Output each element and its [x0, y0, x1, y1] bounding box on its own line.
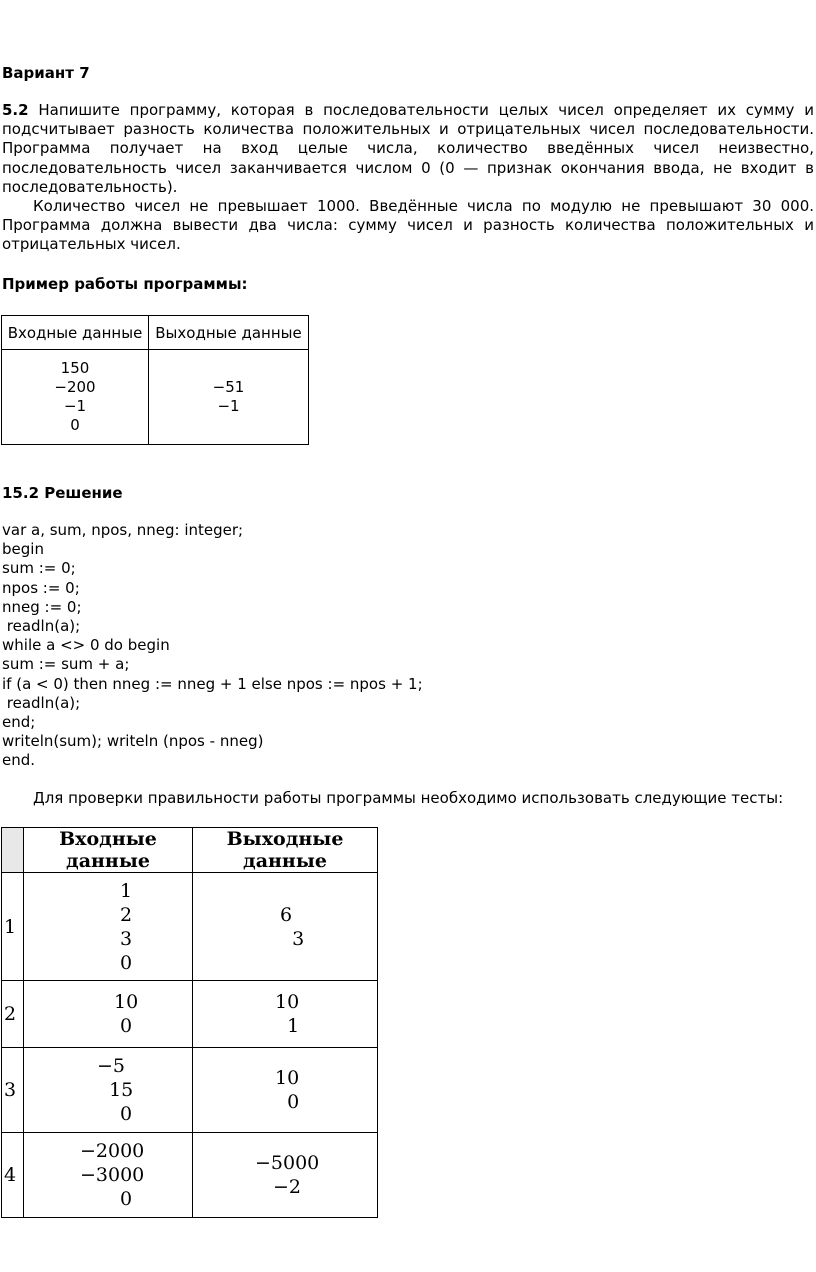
- test-output-line: −5000: [255, 1152, 320, 1174]
- test-output-cell: [193, 1048, 378, 1133]
- code-line: npos := 0;: [2, 578, 80, 597]
- test-input-line: −5: [97, 1055, 126, 1077]
- example-output-cell: [149, 350, 309, 445]
- test-output-line: 3: [280, 927, 305, 950]
- example-header-input: Входные данные: [2, 316, 149, 350]
- test-input-line: 0: [120, 1188, 133, 1210]
- test-input-line: 1: [120, 879, 133, 902]
- test-input-cell: [24, 1048, 193, 1133]
- test-input-line: −2000: [80, 1140, 145, 1162]
- test-input-line: 15: [97, 1079, 134, 1101]
- code-line: if (a < 0) then nneg := nneg + 1 else npos := npos + 1;: [2, 674, 423, 693]
- test-output-line: 0: [275, 1091, 300, 1113]
- code-line: var a, sum, npos, nneg: integer;: [2, 521, 244, 539]
- task-paragraph-2: Количество чисел не превышает 1000. Введённые числа по модулю не превышают 30 000. Программа должна вывести два числа: сумму чисел и разность количества положительных и отрицательных чисел.: [2, 197, 814, 254]
- tests-row-2: [2, 981, 378, 1048]
- task-paragraph-1: [2, 101, 814, 197]
- solution-code: [2, 521, 423, 771]
- tests-header-output: Выходные данные: [193, 828, 378, 873]
- test-input-line: 0: [120, 951, 133, 974]
- tests-table: [1, 827, 378, 1218]
- variant-title: Вариант 7: [2, 64, 90, 82]
- example-input-cell: [2, 350, 149, 445]
- code-line: sum := sum + a;: [2, 655, 130, 674]
- example-table: [1, 315, 309, 445]
- tests-header-number: [2, 828, 24, 873]
- test-output-line: 1: [275, 1015, 300, 1037]
- code-line: end.: [2, 751, 36, 770]
- example-title: Пример работы программы:: [2, 275, 248, 293]
- example-input-line: −200: [54, 377, 96, 396]
- example-input-line: 150: [60, 358, 90, 377]
- test-input-line: 3: [120, 927, 133, 950]
- tests-row-4: [2, 1133, 378, 1218]
- example-table-row: [2, 350, 309, 445]
- test-output-cell: [193, 1133, 378, 1218]
- test-output-cell: [193, 981, 378, 1048]
- code-line: sum := 0;: [2, 559, 76, 578]
- code-line: readln(a);: [2, 693, 81, 712]
- test-input-cell: [24, 873, 193, 981]
- code-line: while a <> 0 do begin: [2, 636, 170, 655]
- tests-table-header: [2, 828, 378, 873]
- test-number: 4: [2, 1133, 24, 1218]
- test-input-line: 2: [120, 903, 133, 926]
- test-number: 1: [2, 873, 24, 981]
- example-header-output: Выходные данные: [149, 316, 309, 350]
- test-output-line: −2: [273, 1176, 302, 1198]
- tests-row-3: [2, 1048, 378, 1133]
- example-output-line: −51: [212, 377, 245, 396]
- task-statement: [2, 101, 814, 255]
- test-output-line: 10: [275, 1067, 300, 1089]
- test-input-line: 0: [120, 1103, 133, 1125]
- code-line: begin: [2, 540, 44, 559]
- code-line: nneg := 0;: [2, 597, 82, 616]
- task-text-1: Напишите программу, которая в последовательности целых чисел определяет их сумму и подсчитывает разность количества положительных и отрицательных чисел последовательности. Программа получает на вход целые числа, количество введённых чисел неизвестно, последовательность чисел заканчивается числом 0 (0 — признак окончания ввода, не входит в последовательность).: [2, 101, 814, 196]
- example-input-line: 0: [70, 416, 80, 435]
- test-number: 2: [2, 981, 24, 1048]
- example-input-line: −1: [63, 397, 87, 415]
- tests-note: Для проверки правильности работы программы необходимо использовать следующие тесты:: [33, 789, 784, 807]
- task-number: 5.2: [2, 101, 29, 119]
- test-number: 3: [2, 1048, 24, 1133]
- solution-title: 15.2 Решение: [2, 484, 123, 502]
- code-line: end;: [2, 713, 36, 732]
- code-line: readln(a);: [2, 617, 81, 636]
- test-output-line: 10: [275, 991, 300, 1013]
- test-input-cell: [24, 981, 193, 1048]
- code-line: writeln(sum); writeln (npos - nneg): [2, 732, 264, 751]
- test-output-line: 6: [280, 903, 293, 926]
- example-table-header: [2, 316, 309, 350]
- test-input-line: 0: [120, 1015, 133, 1037]
- test-input-line: 10: [114, 991, 139, 1013]
- example-output-line: −1: [217, 397, 240, 415]
- tests-header-input: Входные данные: [24, 828, 193, 873]
- test-input-line: −3000: [80, 1164, 145, 1186]
- tests-row-1: [2, 873, 378, 981]
- test-input-cell: [24, 1133, 193, 1218]
- test-output-cell: [193, 873, 378, 981]
